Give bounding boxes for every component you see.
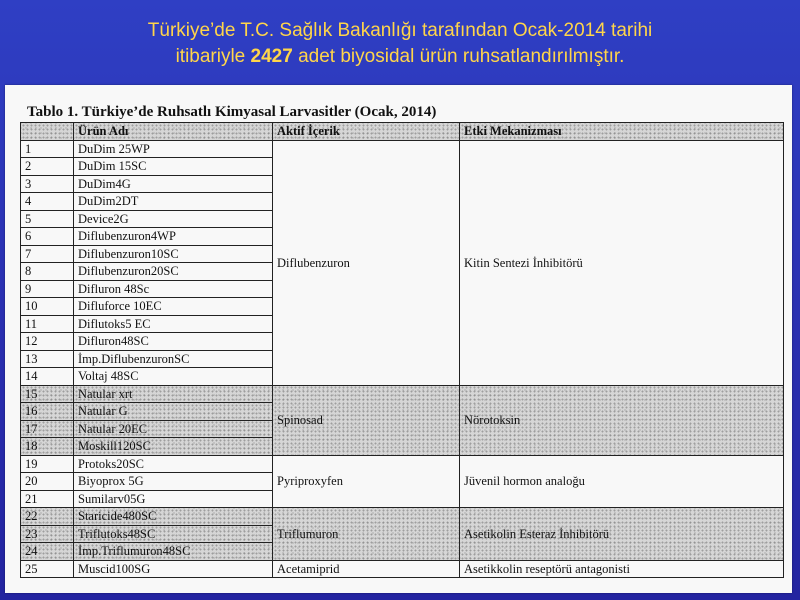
mechanism-of-action: Asetikkolin reseptörü antagonisti — [460, 560, 784, 578]
active-ingredient: Spinosad — [273, 385, 460, 455]
product-name: Diflubenzuron20SC — [74, 263, 273, 281]
row-number: 17 — [21, 420, 74, 438]
row-number: 19 — [21, 455, 74, 473]
product-name: İmp.DiflubenzuronSC — [74, 350, 273, 368]
product-name: İmp.Triflumuron48SC — [74, 543, 273, 561]
row-number: 15 — [21, 385, 74, 403]
product-name: Voltaj 48SC — [74, 368, 273, 386]
table-row — [21, 560, 784, 578]
row-number: 22 — [21, 508, 74, 526]
table-row — [21, 455, 784, 473]
row-number: 7 — [21, 245, 74, 263]
product-name: Staricide480SC — [74, 508, 273, 526]
product-name: Difluron 48Sc — [74, 280, 273, 298]
row-number: 18 — [21, 438, 74, 456]
slide-title-line1: Türkiye’de T.C. Sağlık Bakanlığı tarafından Ocak-2014 tarihi — [147, 20, 653, 41]
product-name: Sumilarv05G — [74, 490, 273, 508]
product-name: Muscid100SG — [74, 560, 273, 578]
header-active-ingredient: Aktif İçerik — [273, 123, 460, 141]
product-name: Natular G — [74, 403, 273, 421]
row-number: 16 — [21, 403, 74, 421]
row-number: 20 — [21, 473, 74, 491]
larvicide-table — [20, 122, 784, 578]
mechanism-of-action: Kitin Sentezi İnhibitörü — [460, 140, 784, 385]
product-name: DuDim4G — [74, 175, 273, 193]
active-ingredient: Acetamiprid — [273, 560, 460, 578]
row-number: 24 — [21, 543, 74, 561]
product-name: Biyoprox 5G — [74, 473, 273, 491]
row-number: 25 — [21, 560, 74, 578]
active-ingredient: Pyriproxyfen — [273, 455, 460, 508]
row-number: 12 — [21, 333, 74, 351]
table-row — [21, 508, 784, 526]
product-name: Diflubenzuron10SC — [74, 245, 273, 263]
product-name: DuDim2DT — [74, 193, 273, 211]
row-number: 8 — [21, 263, 74, 281]
table-row — [21, 140, 784, 158]
row-number: 2 — [21, 158, 74, 176]
product-name: Triflutoks48SC — [74, 525, 273, 543]
product-name: Diflubenzuron4WP — [74, 228, 273, 246]
product-name: Moskill120SC — [74, 438, 273, 456]
product-name: Natular xrt — [74, 385, 273, 403]
table-body — [21, 140, 784, 578]
product-name: DuDim 15SC — [74, 158, 273, 176]
product-name: Device2G — [74, 210, 273, 228]
table-header-row — [21, 123, 784, 141]
product-name: Difluron48SC — [74, 333, 273, 351]
mechanism-of-action: Asetikolin Esteraz İnhibitörü — [460, 508, 784, 561]
row-number: 11 — [21, 315, 74, 333]
product-name: Difluforce 10EC — [74, 298, 273, 316]
slide-title-line2 — [0, 44, 800, 70]
mechanism-of-action: Jüvenil hormon analoğu — [460, 455, 784, 508]
row-number: 9 — [21, 280, 74, 298]
active-ingredient: Diflubenzuron — [273, 140, 460, 385]
scanned-document — [5, 85, 792, 593]
row-number: 3 — [21, 175, 74, 193]
row-number: 21 — [21, 490, 74, 508]
row-number: 4 — [21, 193, 74, 211]
row-number: 14 — [21, 368, 74, 386]
active-ingredient: Triflumuron — [273, 508, 460, 561]
product-name: Diflutoks5 EC — [74, 315, 273, 333]
row-number: 1 — [21, 140, 74, 158]
product-name: Protoks20SC — [74, 455, 273, 473]
product-name: Natular 20EC — [74, 420, 273, 438]
mechanism-of-action: Nörotoksin — [460, 385, 784, 455]
header-mechanism: Etki Mekanizması — [460, 123, 784, 141]
row-number: 5 — [21, 210, 74, 228]
row-number: 10 — [21, 298, 74, 316]
table-caption: Tablo 1. Türkiye’de Ruhsatlı Kimyasal Larvasitler (Ocak, 2014) — [27, 104, 437, 120]
row-number: 23 — [21, 525, 74, 543]
product-count: 2427 — [250, 46, 293, 67]
product-name: DuDim 25WP — [74, 140, 273, 158]
title-suffix: adet biyosidal ürün ruhsatlandırılmıştır. — [292, 46, 625, 67]
title-prefix: itibariyle — [175, 46, 251, 67]
header-product-name: Ürün Adı — [74, 123, 273, 141]
slide-title — [0, 18, 800, 70]
header-no — [21, 123, 74, 141]
row-number: 6 — [21, 228, 74, 246]
table-row — [21, 385, 784, 403]
row-number: 13 — [21, 350, 74, 368]
